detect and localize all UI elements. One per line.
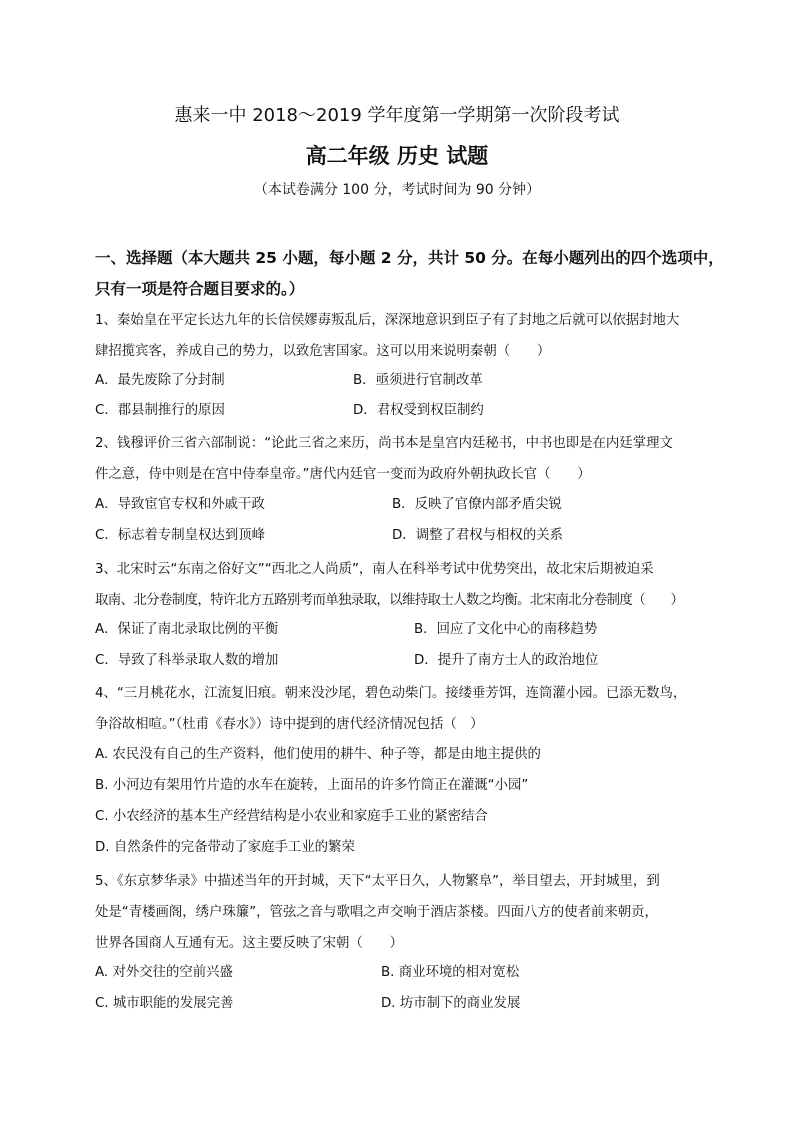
option-1c: C．郡县制推行的原因	[95, 403, 225, 418]
option-4a: A. 农民没有自己的生产资料，他们使用的耕牛、种子等，都是由地主提供的	[95, 747, 541, 762]
question-text-line: 5、《东京梦华录》中描述当年的开封城，天下“太平日久，人物繁阜”，举目望去，开封城里，到	[95, 874, 660, 889]
question-4	[95, 678, 715, 740]
question-text-line: 件之意，侍中则是在宫中侍奉皇帝。”唐代内廷官一变而为政府外朝执政长官（ ）	[95, 467, 591, 482]
option-3c: C．导致了科举录取人数的增加	[95, 653, 279, 668]
question-text-line: 处是“青楼画阁，绣户珠簾”，管弦之音与歌唱之声交响于酒店茶楼。四面八方的使者前来朝贡，	[95, 905, 658, 920]
question-text-line: 世界各国商人互通有无。这主要反映了宋朝（ ）	[95, 936, 403, 951]
question-text-line: 1、秦始皇在平定长达九年的长信侯嫪毐叛乱后，深深地意识到臣子有了封地之后就可以依据封地大	[95, 313, 680, 328]
option-2d: D．调整了君权与相权的关系	[392, 528, 563, 543]
option-1a: A．最先废除了分封制	[95, 373, 225, 388]
question-text-line: 肆招揽宾客，养成自己的势力，以致危害国家。这可以用来说明秦朝（ ）	[95, 344, 551, 359]
option-3a: A．保证了南北录取比例的平衡	[95, 622, 279, 637]
option-1d: D．君权受到权臣制约	[353, 403, 484, 418]
option-4c: C. 小农经济的基本生产经营结构是小农业和家庭手工业的紧密结合	[95, 809, 488, 824]
question-5	[95, 866, 715, 959]
section-heading	[95, 243, 724, 305]
option-5d: D. 坊市制下的商业发展	[381, 996, 521, 1011]
option-2b: B．反映了官僚内部矛盾尖锐	[392, 497, 562, 512]
question-text-line: 2、钱穆评价三省六部制说：“论此三省之来历，尚书本是皇宫内廷秘书，中书也即是在内廷掌理文	[95, 436, 673, 451]
section-heading-line: 一、选择题（本大题共 25 小题，每小题 2 分，共计 50 分。在每小题列出的四个选项中，	[95, 249, 724, 267]
option-3b: B．回应了文化中心的南移趋势	[414, 622, 598, 637]
question-text-line: 3、北宋时云“东南之俗好文”“西北之人尚质”，南人在科举考试中优势突出，故北宋后期被迫采	[95, 562, 654, 577]
question-2	[95, 428, 715, 490]
exam-subtitle: 高二年级 历史 试题	[305, 144, 489, 168]
option-3d: D．提升了南方士人的政治地位	[414, 653, 599, 668]
option-2c: C．标志着专制皇权达到顶峰	[95, 528, 266, 543]
option-4b: B. 小河边有架用竹片造的水车在旋转，上面吊的许多竹筒正在灌溉“小园”	[95, 778, 529, 793]
exam-title: 惠来一中 2018～2019 学年度第一学期第一次阶段考试	[174, 105, 620, 126]
question-text-line: 争浴故相喧。”（杜甫《春水》）诗中提到的唐代经济情况包括（ ）	[95, 717, 484, 732]
question-text-line: 取南、北分卷制度，特许北方五路别考而单独录取，以维持取士人数之均衡。北宋南北分卷制度（ ）	[95, 593, 684, 608]
question-3	[95, 554, 715, 616]
question-1	[95, 305, 715, 367]
exam-note: （本试卷满分 100 分，考试时间为 90 分钟）	[253, 182, 541, 198]
section-heading-line: 只有一项是符合题目要求的。）	[95, 280, 305, 298]
option-5b: B. 商业环境的相对宽松	[381, 965, 520, 980]
question-text-line: 4、“三月桃花水，江流复旧痕。朝来没沙尾，碧色动柴门。接缕垂芳饵，连筒灌小园。已添无数鸟，	[95, 686, 687, 701]
option-5c: C. 城市职能的发展完善	[95, 996, 234, 1011]
option-5a: A. 对外交往的空前兴盛	[95, 965, 233, 980]
option-4d: D. 自然条件的完备带动了家庭手工业的繁荣	[95, 840, 355, 855]
option-2a: A．导致宦官专权和外戚干政	[95, 497, 265, 512]
option-1b: B．亟须进行官制改革	[353, 373, 483, 388]
